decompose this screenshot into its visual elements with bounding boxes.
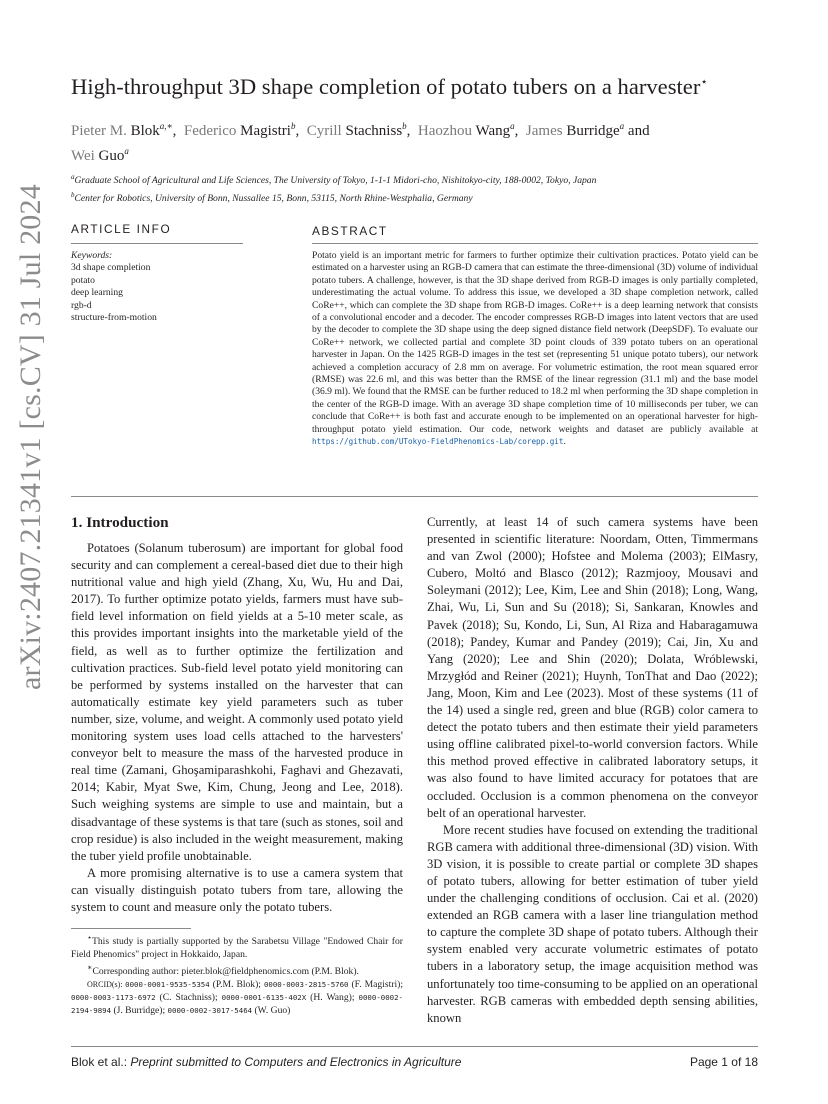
paragraph: Potatoes (Solanum tuberosum) are important for global food security and can complement a cereal-based diet due to their high nutritional value and high yield (Zhang, Xu, Wu, Hu and Dai, 2017). To further optimize potato yields, farmers must have sub-field level information on field yields at a 5-10 meter scale, as this provides important insights into the marketable yield of the field, as well as to further optimize the fertilization and cultivation practices. Sub-field level potato yield monitoring can be performed by systems installed on the harvester that can automatically estimate key yield parameters such as tuber number, size, volume, and weight. A commonly used potato yield monitoring system uses load cells attached to the harvesters' conveyor belt to measure the mass of the harvested produce in real time (Zamani, Ghoşamiparashkohi, Faghavi and Ghezavati, 2014; Kabir, Myat Swe, Kim, Chung, Jeong and Lee, 2018). Such weighing systems are simple to use and maintain, but a disadvantage of these systems is that tare (such as stones, soil and crop residue) is also included in the weight measurement, making the tuber yield profile unobtainable. bbox=[71, 541, 403, 863]
affiliation-b: $^b$Center for Robotics, University of Bonn, Nussallee 15, Bonn, 53115, North Rhine-Westphalia, Germany bbox=[71, 191, 473, 205]
keyword: structure-from-motion bbox=[71, 312, 157, 324]
footnotes bbox=[71, 931, 403, 1017]
footnote-corresponding: ∗Corresponding author: pieter.blok@fieldphenomics.com (P.M. Blok). bbox=[87, 963, 359, 978]
arxiv-sidebar-stamp: arXiv:2407.21341v1 [cs.CV] 31 Jul 2024 bbox=[14, 184, 47, 690]
intro-right-column bbox=[427, 514, 758, 1027]
author[interactable]: Pieter M. Blok$^{a,∗}$, bbox=[71, 121, 177, 139]
section-heading-introduction: 1. Introduction bbox=[71, 514, 169, 531]
keywords-label: Keywords: bbox=[71, 250, 113, 261]
footnote-rule bbox=[71, 928, 191, 929]
abstract-body: Potato yield is an important metric for farmers to further optimize their cultivation practices. Potato yield can be estimated on a harvester using an RGB-D camera that can estimate the three-dimensional (3D) volume of individual potato tubers. A challenge, however, is that the 3D shape derived from RGB-D images is only partially completed, underestimating the actual volume. To address this issue, we developed a 3D shape completion network, called CoRe++, which can complete the 3D shape from RGB-D images. CoRe++ is a deep learning network that consists of a convolutional encoder and a decoder. The encoder compresses RGB-D images into latent vectors that are used by the decoder to complete the 3D shape using the deep signed distance field network (DeepSDF). To evaluate our CoRe++ network, we collected partial and complete 3D point clouds of 339 potato tubers on an operational harvester in Japan. On the 1425 RGB-D images in the test set (representing 51 unique potato tubers), our network achieved a completion accuracy of 2.8 mm on average. For volumetric estimation, the root mean squared error (RMSE) was 22.6 ml, and this was better than the RMSE of the linear regression (31.1 ml) and the base model (36.9 ml). We found that the RMSE can be further reduced to 18.2 ml when performing the 3D shape completion in the center of the RGB-D image. With an average 3D shape completion time of 10 milliseconds per tuber, we can conclude that CoRe++ is both fast and accurate enough to be implemented on an operational harvester for high-throughput potato yield estimation. Our code, network weights and dataset are publicly available at https://github.com/UTokyo-FieldPhenomics-Lab/corepp.git. bbox=[312, 250, 758, 448]
article-info-rule bbox=[71, 243, 243, 244]
footnote-orcids: ORCID(s): 0000-0001-9535-5354 (P.M. Blok); 0000-0003-2815-5760 (F. Magistri); 0000-0003-1173-6972 (C. Stachniss); 0000-0001-6135-402X (H. Wang); 0000-0002-2194-9894 (J. Burridge); 0000-0002-3017-5464 (W. Guo) bbox=[71, 979, 403, 1017]
paper-title-text: High-throughput 3D shape completion of potato tubers on a harvester bbox=[71, 74, 701, 99]
abstract-rule bbox=[312, 243, 758, 244]
title-footnote-mark: ⋆ bbox=[700, 74, 708, 89]
author-list bbox=[71, 116, 761, 166]
keyword: rgb-d bbox=[71, 299, 92, 311]
abstract-heading: ABSTRACT bbox=[312, 224, 388, 238]
author[interactable]: Wei Guo$^a$ bbox=[71, 146, 129, 164]
page-number: Page 1 of 18 bbox=[689, 1055, 758, 1069]
keyword: 3d shape completion bbox=[71, 262, 151, 274]
author[interactable]: Haozhou Wang$^a$, bbox=[417, 121, 519, 139]
paragraph: Currently, at least 14 of such camera systems have been presented in scientific literature: Noordam, Otten, Timmermans and van Zwol (2000); Hofstee and Molema (2003); ElMasry, Cubero, Moltó and Blasco (2012); Razmjooy, Mousavi and Soleymani (2012); Lee, Kim, Lee and Shin (2018); Long, Wang, Zhai, Wu, Li, Sun and Su (2018); Si, Sankaran, Knowles and Pavek (2018); Su, Kondo, Li, Sun, Al Riza and Habaragamuwa (2018); Pandey, Kumar and Pandey (2019); Cai, Jin, Xu and Yang (2020); Lee and Shin (2020); Dolata, Wróblewski, Mrzygłód and Reiner (2021); Huynh, TonThat and Dao (2022); Jang, Moon, Kim and Lee (2023). Most of these systems (11 of the 14) used a single red, green and blue (RGB) color camera to detect the potato tubers and then estimate their yield parameters using offline calibrated pixel-to-world conversion factors. While this method proved effective in calibrated laboratory setups, it was also found to have limited accuracy for potatoes that are occluded. Occlusion is a common phenomena on the conveyor belt of an operational harvester. bbox=[427, 515, 758, 820]
footer-citation: Blok et al.: Preprint submitted to Computers and Electronics in Agriculture bbox=[71, 1055, 462, 1069]
author[interactable]: Cyrill Stachniss$^b$, bbox=[306, 121, 411, 139]
code-url-link[interactable]: https://github.com/UTokyo-FieldPhenomics-Lab/corepp.git bbox=[312, 437, 564, 447]
author[interactable]: James Burridge$^a$ and bbox=[525, 121, 650, 139]
paper-title bbox=[71, 74, 708, 100]
keyword: deep learning bbox=[71, 287, 123, 299]
affiliation-a: $^a$Graduate School of Agricultural and Life Sciences, The University of Tokyo, 1-1-1 Midori-cho, Nishitokyo-city, 188-0002, Tokyo, Japan bbox=[71, 173, 597, 187]
paragraph: A more promising alternative is to use a camera system that can visually distinguish potato tubers from tare, allowing the system to count and measure only the potato tubers. bbox=[71, 865, 403, 914]
intro-left-column bbox=[71, 540, 403, 916]
footnote-funding: ⋆This study is partially supported by the Sarabetsu Village "Endowed Chair for Field Phenomics" project in Hokkaido, Japan. bbox=[71, 933, 403, 961]
author[interactable]: Federico Magistri$^b$, bbox=[183, 121, 300, 139]
keyword: potato bbox=[71, 274, 95, 286]
header-bottom-rule bbox=[71, 496, 758, 497]
keywords-block bbox=[71, 250, 241, 324]
article-info-heading: ARTICLE INFO bbox=[71, 222, 172, 236]
footer-rule bbox=[71, 1046, 758, 1047]
paragraph: More recent studies have focused on extending the traditional RGB camera with additional three-dimensional (3D) vision. With 3D vision, it is possible to create partial or complete 3D shapes of potato tubers, allowing for better estimation of tuber yield under the challenging conditions of occlusion. Cai et al. (2020) extended an RGB camera with a laser line triangulation method to capture the complete 3D shape of potato tubers. Although their system enabled very accurate volumetric estimates of potato tubers in a laboratory setup, the image acquisition method was unfortunately too time-consuming to be applied on an operational harvester. RGB cameras with embedded depth sensing abilities, known bbox=[427, 822, 758, 1025]
abstract-text: Potato yield is an important metric for farmers to further optimize their cultivation practices. Potato yield can be estimated on a harvester using an RGB-D camera that can estimate the three-dimensional (3D) volume of individual potato tubers. A challenge, however, is that the 3D shape derived from RGB-D images is only partially completed, underestimating the actual volume. To address this issue, we developed a 3D shape completion network, called CoRe++, which can complete the 3D shape from RGB-D images. CoRe++ is a deep learning network that consists of a convolutional encoder and a decoder. The encoder compresses RGB-D images into latent vectors that are used by the decoder to complete the 3D shape using the deep signed distance field network (DeepSDF). To evaluate our CoRe++ network, we collected partial and complete 3D point clouds of 339 potato tubers on an operational harvester in Japan. On the 1425 RGB-D images in the test set (representing 51 unique potato tubers), our network achieved a completion accuracy of 2.8 mm on average. For volumetric estimation, the root mean squared error (RMSE) was 22.6 ml, and this was better than the RMSE of the linear regression (31.1 ml) and the base model (36.9 ml). We found that the RMSE can be further reduced to 18.2 ml when performing the 3D shape completion in the center of the RGB-D image. With an average 3D shape completion time of 10 milliseconds per tuber, we can conclude that CoRe++ is both fast and accurate enough to be implemented on an operational harvester for high-throughput potato yield estimation. Our code, network weights and dataset are publicly available at bbox=[312, 250, 758, 435]
affiliations bbox=[71, 170, 761, 206]
